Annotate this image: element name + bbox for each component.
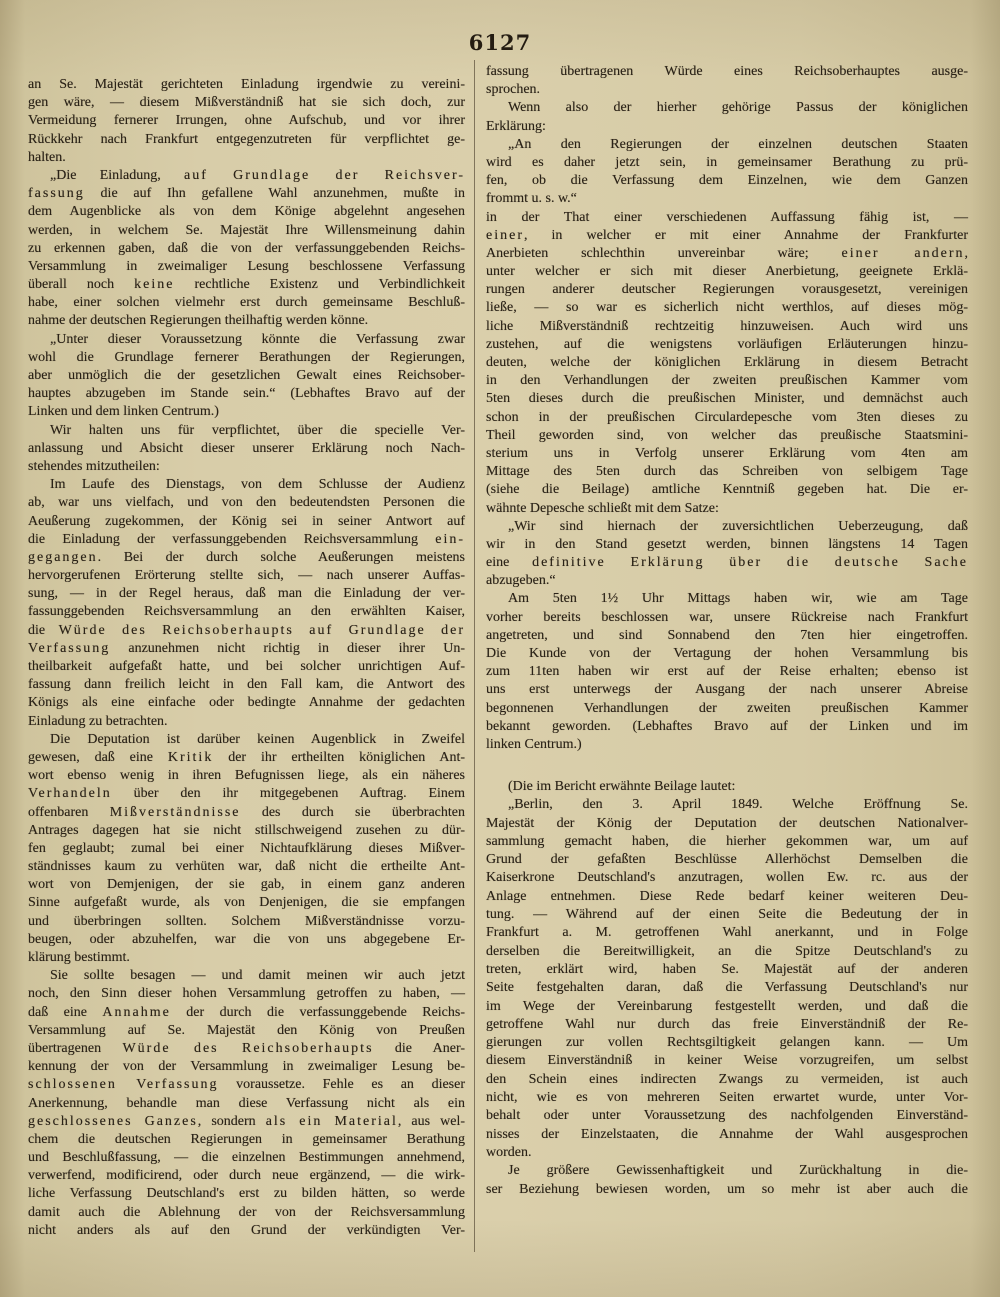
text-line: [28, 1058, 465, 1076]
text-run: nisses der Einzelstaaten, die Annahme der Wahl ausgesprochen: [486, 1126, 968, 1142]
text-run: Grund der gefaßten Beschlüsse Allerhöchst Demselben die: [486, 852, 968, 868]
text-line: [28, 276, 465, 294]
text-run: Kaiserkrone Deutschland's anzutragen, wollen Ew. rc. aus der: [486, 870, 968, 886]
text-line: [486, 63, 968, 81]
text-line: [28, 658, 465, 676]
text-line: [28, 76, 465, 94]
text-line: [28, 149, 465, 167]
text-line: [486, 136, 968, 154]
text-run: fen, ob die Verfassung dem Einzelnen, wie dem Ganzen: [486, 173, 968, 189]
text-line: [28, 713, 465, 731]
paragraph: [28, 76, 465, 167]
text-run: Mittage des 5ten durch das Schreiben von selbigem Tage: [486, 464, 968, 480]
text-run: zum 11ten haben wir erst auf der Reise erhalten; ebenso ist: [486, 664, 968, 680]
text-run: den Schein eines indirecten Zwangs zu vermeiden, ist auch: [486, 1071, 968, 1087]
text-run: angetreten, und sind Sonnabend den 7ten hier eingetroffen.: [486, 627, 968, 643]
paragraph: [486, 778, 968, 796]
spaced-emphasis: geschlossenes Ganzes: [28, 1113, 198, 1129]
text-run: „Wir sind hiernach der zuversichtlichen Ueberzeugung, daß: [508, 518, 968, 534]
text-run: beugen, oder abzuhelfen, war die von uns abgegebene Er-: [28, 931, 465, 947]
text-run: gewesen, daß eine: [28, 749, 168, 765]
text-line: [486, 536, 968, 554]
text-line: [28, 1185, 465, 1203]
text-line: [486, 869, 968, 887]
text-run: voraussetze. Fehle es an dieser: [218, 1077, 465, 1093]
text-run: und Beschlußfassung, — die einzelnen Bestimmungen annehmend,: [28, 1150, 465, 1166]
spaced-emphasis: Annahme: [102, 1004, 171, 1020]
right-column: [486, 63, 968, 754]
text-run: der ihr ertheilten königlichen Ant-: [213, 749, 465, 765]
text-line: [486, 409, 968, 427]
text-run: nicht anders als auf den Grund der verkündigten Ver-: [28, 1222, 465, 1238]
text-line: [486, 815, 968, 833]
text-run: Theil geworden sind, von welcher das preußische Staatsmini-: [486, 427, 968, 443]
text-run: fassung übertragenen Würde eines Reichsoberhauptes ausge-: [486, 64, 968, 79]
text-run: fen geglaubt; zumal bei einer Nichtaufklärung dieses Mißver-: [28, 840, 465, 856]
text-run: verwerfend, modificirend, oder durch neue ergänzend, — die wirk-: [28, 1168, 465, 1184]
text-run: zustehen, auf die wenigstens vorläufigen Erläuterungen hinzu-: [486, 336, 968, 352]
text-line: [486, 445, 968, 463]
text-line: [28, 949, 465, 967]
text-line: [28, 1095, 465, 1113]
text-line: [486, 998, 968, 1016]
text-run: theilbarkeit aufgefaßt hatte, und bei solcher unrichtigen Auf-: [28, 659, 465, 674]
text-run: getroffene Wahl nur durch das freie Einverständniß der Re-: [486, 1016, 968, 1032]
text-line: [486, 554, 968, 572]
text-line: [28, 349, 465, 367]
text-run: wähnte Depesche schließt mit dem Satze:: [486, 500, 719, 516]
paragraph: [486, 590, 968, 754]
text-line: [486, 209, 968, 227]
text-line: [28, 385, 465, 403]
text-line: [486, 1052, 968, 1070]
text-run: Je größere Gewissenhaftigkeit und Zurückhaltung in die-: [508, 1163, 968, 1179]
text-run: „Berlin, den 3. April 1849. Welche Eröffnung Se.: [508, 797, 968, 813]
text-line: [28, 367, 465, 385]
text-line: [28, 476, 465, 494]
text-line: [28, 931, 465, 949]
text-line: [28, 240, 465, 258]
text-line: [486, 590, 968, 608]
text-line: [486, 245, 968, 263]
text-line: [486, 924, 968, 942]
text-line: [28, 294, 465, 312]
text-run: abzugeben.“: [486, 573, 556, 589]
text-run: ab, war uns vielfach, und von den bedeutendsten Personen die: [28, 495, 465, 511]
text-line: [28, 876, 465, 894]
text-line: [486, 99, 968, 117]
text-line: [28, 458, 465, 476]
text-run: bekannt geworden. (Lebhaftes Bravo auf der Linken und im: [486, 718, 968, 734]
text-run: , in welcher er mit einer Annahme der Frankfurter: [523, 227, 968, 243]
text-line: [486, 299, 968, 317]
spaced-emphasis: schlossenen Verfassung: [28, 1077, 219, 1093]
spaced-emphasis: Mißverständnisse: [109, 804, 241, 820]
text-run: liche Mißverständniß rechtzeitig hinzuweisen. Auch wird uns: [486, 318, 968, 334]
column-divider: [474, 60, 475, 1252]
text-line: [486, 851, 968, 869]
text-run: Anerbieten schlechthin unvereinbar wäre;: [486, 245, 842, 261]
text-line: [28, 185, 465, 203]
text-run: (Die im Bericht erwähnte Beilage lautet:: [508, 779, 736, 794]
text-run: (siehe die Beilage) amtliche Kenntniß gegeben hat. Die er-: [486, 482, 968, 498]
spaced-emphasis: als ein Material: [265, 1113, 398, 1129]
text-run: rechtliche Existenz und Verbindlichkeit: [174, 277, 465, 293]
text-line: [28, 767, 465, 785]
text-line: [28, 422, 465, 440]
spaced-emphasis: Würde des Reichsoberhaupts: [122, 1040, 374, 1056]
text-line: [28, 894, 465, 912]
text-run: derselben die Bereitwilligkeit, an die Spitze Deutschland's zu: [486, 943, 968, 959]
text-run: frommt u. s. w.“: [486, 191, 577, 207]
text-line: [28, 1167, 465, 1185]
text-run: zu erkennen gaben, daß die von der verfassunggebenden Reichs-: [28, 240, 465, 256]
text-run: Seite festgehalten daran, daß die Verfassung Deutschland's nur: [486, 980, 968, 996]
text-run: an Se. Majestät gerichteten Einladung irgendwie zu vereini-: [28, 77, 465, 92]
spaced-emphasis: keine: [134, 277, 175, 293]
text-run: ließe, — so war es sicherlich nicht werthlos, auf dieses mög-: [486, 300, 968, 316]
text-run: gierungen zur vollen Rechtsgiltigkeit gelangen kann. — Um: [486, 1035, 968, 1051]
spaced-emphasis: definitive Erklärung über die deutsche Sache: [532, 555, 968, 571]
text-run: des durch sie überbrachten: [240, 804, 465, 820]
text-line: [486, 427, 968, 445]
text-line: [486, 778, 968, 796]
text-run: im Wege der Vereinbarung festgestellt werden, und daß die: [486, 998, 968, 1014]
text-line: [28, 494, 465, 512]
left-column: [28, 76, 465, 1240]
text-run: werden, in welchem Se. Majestät Ihre Willensmeinung dahin: [28, 222, 465, 238]
text-line: [486, 1126, 968, 1144]
text-run: schon in der preußischen Circulardepesche vom 3ten dieses zu: [486, 409, 968, 425]
text-run: noch, den Sinn dieser hohen Versammlung getroffen zu haben, —: [28, 986, 465, 1002]
text-run: Majestät der König der Deputation der deutschen Nationalver-: [486, 815, 968, 831]
text-run: vorher bereits beschlossen war, unsere Rückreise nach Frankfurt: [486, 609, 968, 625]
text-line: [486, 572, 968, 590]
text-line: [486, 318, 968, 336]
text-line: [28, 822, 465, 840]
text-run: hervorgerufenen Erörterung stellte sich, — nach unserer Auffas-: [28, 568, 465, 584]
text-line: [28, 840, 465, 858]
text-line: [486, 700, 968, 718]
page-number: 6127: [468, 30, 532, 55]
text-run: die Einladung der verfassunggebenden Reichsversammlung: [28, 531, 436, 547]
text-run: „Unter dieser Voraussetzung könnte die Verfassung zwar: [50, 331, 465, 347]
text-line: [486, 1144, 968, 1162]
text-line: [28, 131, 465, 149]
text-line: [28, 913, 465, 931]
text-run: , aus wel-: [397, 1113, 465, 1129]
text-line: [486, 943, 968, 961]
text-line: [486, 281, 968, 299]
text-line: [28, 858, 465, 876]
text-run: aber unmöglich die der gesetzlichen Gewalt eines Reichsober-: [28, 368, 465, 383]
text-run: ,: [964, 245, 968, 261]
spaced-emphasis: auf Grundlage der Reichsver-: [184, 167, 465, 183]
paragraph: [486, 99, 968, 135]
text-run: chem die deutschen Regierungen in gemeinsamer Berathung: [28, 1131, 465, 1147]
text-line: [28, 622, 465, 640]
text-line: [486, 663, 968, 681]
text-line: [28, 513, 465, 531]
text-line: [28, 985, 465, 1003]
text-line: [28, 531, 465, 549]
paragraph: [28, 731, 465, 967]
text-line: [28, 403, 465, 421]
text-line: [28, 167, 465, 185]
text-run: Erklärung:: [486, 118, 546, 134]
text-line: [486, 1181, 968, 1199]
text-run: Die Deputation ist darüber keinen Augenblick in Zweifel: [50, 731, 465, 747]
text-run: sung, — in der Regel heraus, daß man die Einladung der ver-: [28, 586, 465, 602]
text-line: [28, 1113, 465, 1131]
text-run: halten.: [28, 149, 66, 165]
text-line: [28, 1022, 465, 1040]
text-line: [486, 154, 968, 172]
text-line: [28, 1040, 465, 1058]
text-run: „An den Regierungen der einzelnen deutschen Staaten: [508, 136, 968, 152]
text-run: Anlage entnehmen. Diese Rede bedarf keiner weiteren Deu-: [486, 888, 968, 904]
text-line: [486, 1107, 968, 1125]
text-line: [28, 804, 465, 822]
text-run: Versammlung auf Se. Majestät den König von Preußen: [28, 1022, 465, 1038]
text-line: [486, 961, 968, 979]
text-run: 5ten dieses durch die preußischen Minister, und demnächst auch: [486, 391, 968, 407]
text-line: [28, 967, 465, 985]
paragraph: [486, 1162, 968, 1199]
text-line: [486, 463, 968, 481]
text-run: dem Augenblicke als von dem Könige abgelehnt angesehen: [28, 204, 465, 220]
text-run: Linken und dem linken Centrum.): [28, 404, 219, 420]
paragraph: [486, 136, 968, 209]
text-run: Aeußerung zugekommen, der König sei in seiner Antwort auf: [28, 513, 465, 529]
text-run: hauptes abzugeben im Stande sein.“ (Lebhaftes Bravo auf der: [28, 386, 465, 402]
text-run: Sinne aufgefaßt wurde, als von Denjenigen, die sie empfangen: [28, 895, 465, 911]
text-run: die auf Ihn gefallene Wahl anzunehmen, mußte in: [84, 186, 465, 202]
text-run: Am 5ten 1½ Uhr Mittags haben wir, wie am Tage: [508, 591, 968, 607]
text-run: gen wäre, — diesem Mißverständniß hat sie sich doch, zur: [28, 95, 465, 111]
text-line: [28, 1204, 465, 1222]
paragraph: [28, 422, 465, 477]
text-run: stehendes mitzutheilen:: [28, 458, 160, 474]
text-run: über den ihr mitgegebenen Auftrag. Einem: [111, 786, 465, 802]
text-run: Frankfurt a. M. getroffenen Wahl anerkannt, und in Folge: [486, 925, 968, 941]
text-run: Rückkehr nach Frankfurt entgegenzutreten für verpflichtet ge-: [28, 131, 465, 147]
text-run: Anerkennung, behandle man diese Verfassung nicht als ein: [28, 1095, 465, 1111]
text-run: daß eine: [28, 1004, 103, 1020]
text-line: [28, 1131, 465, 1149]
text-line: [486, 118, 968, 136]
text-run: übertragenen: [28, 1040, 123, 1056]
text-run: behalt oder unter Voraussetzung des nachfolgenden Einverständ-: [486, 1108, 968, 1124]
text-run: der durch die verfassunggebende Reichs-: [170, 1004, 465, 1020]
text-line: [486, 1162, 968, 1180]
text-line: [28, 676, 465, 694]
text-run: uns erst unterwegs der Ausgang der nach unserer Abreise: [486, 682, 968, 698]
text-run: begonnenen Verhandlungen der zweiten preußischen Kammer: [486, 700, 968, 716]
text-line: [28, 258, 465, 276]
text-run: linken Centrum.): [486, 736, 582, 752]
text-line: [486, 1034, 968, 1052]
text-run: anzunehmen nicht richtig in dieser ihrer Un-: [110, 640, 465, 656]
text-line: [28, 731, 465, 749]
text-line: [486, 190, 968, 208]
spaced-emphasis: Verfassung: [28, 640, 111, 656]
text-line: [28, 1004, 465, 1022]
text-run: klärung bestimmt.: [28, 950, 130, 965]
text-line: [486, 390, 968, 408]
paragraph: [486, 63, 968, 99]
text-run: fassung dann freilich leicht in den Fall kam, die Antwort des: [28, 677, 465, 693]
text-run: eine: [486, 555, 533, 571]
text-run: worden.: [486, 1144, 532, 1160]
text-line: [486, 263, 968, 281]
text-run: Sie sollte besagen — und damit meinen wir auch jetzt: [50, 968, 465, 984]
paragraph: [486, 796, 968, 1162]
text-line: [486, 1089, 968, 1107]
text-line: [486, 500, 968, 518]
text-line: [28, 94, 465, 112]
text-line: [486, 518, 968, 536]
text-line: [486, 227, 968, 245]
text-run: fassunggebenden Reichsversammlung an den erwählten Kaiser,: [28, 604, 465, 620]
text-line: [28, 603, 465, 621]
paragraph: [28, 476, 465, 731]
text-run: Königs als eine einfache oder bedingte Annahme der gedachten: [28, 695, 465, 711]
spaced-emphasis: einer andern: [841, 245, 965, 261]
paragraph: [486, 209, 968, 518]
text-run: unter welcher er sich mit dieser Anerbietung, geeignete Erklä-: [486, 264, 968, 280]
paragraph: [28, 967, 465, 1240]
text-run: liche Verfassung Deutschland's erst zu bilden hätten, so werde: [28, 1186, 465, 1202]
text-line: [486, 172, 968, 190]
text-line: [28, 440, 465, 458]
text-line: [28, 567, 465, 585]
text-run: ser Beziehung bewiesen worden, um so mehr ist aber auch die: [486, 1181, 968, 1197]
text-run: wort von Demjenigen, der sie gab, in einem ganz anderen: [28, 877, 465, 893]
text-run: sammlung gemacht haben, die hierher gekommen war, um auf: [486, 833, 968, 849]
text-run: ständnisses kaum zu verhüten war, daß nicht die ertheilte Ant-: [28, 859, 465, 875]
text-line: [28, 312, 465, 330]
spaced-emphasis: gegangen: [28, 549, 98, 565]
text-run: in den Verhandlungen der zweiten preußischen Kammer vom: [486, 373, 968, 389]
text-line: [28, 203, 465, 221]
text-line: [486, 336, 968, 354]
text-line: [28, 549, 465, 567]
text-run: sprochen.: [486, 82, 541, 98]
text-run: anlassung und Absicht dieser unserer Erklärung noch Nach-: [28, 440, 465, 456]
text-run: , sondern: [197, 1113, 266, 1129]
text-run: überall noch: [28, 277, 135, 293]
text-line: [486, 354, 968, 372]
text-run: wir in den Stand gesetzt werden, binnen längstens 14 Tagen: [486, 536, 968, 552]
text-line: [486, 979, 968, 997]
spaced-emphasis: Verhandeln: [28, 786, 112, 802]
spaced-emphasis: ein-: [435, 531, 465, 547]
paragraph: [486, 518, 968, 591]
text-run: treten, erklärt wird, haben Se. Majestät auf der anderen: [486, 961, 968, 977]
text-line: [486, 481, 968, 499]
text-run: rungen anderer deutscher Regierungen vorausgesetzt, vereinigen: [486, 282, 968, 298]
text-run: Antrages dagegen hat sie nicht stillschweigend zusehen zu dür-: [28, 822, 465, 838]
text-line: [28, 694, 465, 712]
text-line: [486, 718, 968, 736]
text-line: [28, 785, 465, 803]
text-run: die: [28, 622, 59, 638]
text-run: „Die Einladung,: [50, 167, 184, 183]
text-run: diesem Einverständniß in keiner Weise vorzugreifen, um selbst: [486, 1053, 968, 1069]
text-line: [28, 331, 465, 349]
text-run: wird es daher jetzt sein, in gemeinsamer Berathung zu prü-: [486, 154, 968, 170]
text-line: [28, 1149, 465, 1167]
text-line: [486, 681, 968, 699]
text-run: deuten, welche der königlichen Erklärung in diesem Betracht: [486, 355, 968, 370]
text-line: [486, 888, 968, 906]
appendix-section: [486, 778, 968, 1199]
text-run: wohl die Grundlage fernerer Berathungen der Regierungen,: [28, 349, 465, 365]
text-line: [28, 222, 465, 240]
text-line: [28, 585, 465, 603]
spaced-emphasis: Würde des Reichsoberhaupts auf Grundlage der: [58, 622, 466, 638]
spaced-emphasis: einer: [486, 227, 524, 243]
text-run: nicht, wie es von mehreren Seiten erwartet wurde, unter Vor-: [486, 1090, 968, 1106]
text-run: Vermeidung fernerer Irrungen, ohne Aufschub, und vor ihrer: [28, 113, 465, 129]
text-run: und überbringen sollten. Solchem Mißverständnisse vorzu-: [28, 913, 465, 929]
text-line: [28, 640, 465, 658]
spaced-emphasis: fassung: [28, 186, 85, 202]
text-line: [486, 372, 968, 390]
text-run: wort ebenso wenig in ihren Befugnissen liege, als ein näheres: [28, 768, 465, 784]
spaced-emphasis: Kritik: [167, 749, 214, 765]
text-line: [486, 796, 968, 814]
text-run: kennung der von der Versammlung in zweimaliger Lesung be-: [28, 1059, 465, 1075]
text-run: damit auch die Ablehnung der von der Reichsversammlung: [28, 1204, 465, 1220]
text-line: [486, 833, 968, 851]
paragraph: [28, 167, 465, 331]
text-line: [28, 749, 465, 767]
text-run: Wenn also der hierher gehörige Passus der königlichen: [508, 100, 968, 116]
text-line: [486, 736, 968, 754]
text-run: . Bei der durch solche Aeußerungen meistens: [97, 549, 465, 565]
text-line: [28, 1222, 465, 1240]
text-line: [486, 906, 968, 924]
text-run: Im Laufe des Dienstags, von dem Schlusse der Audienz: [50, 477, 465, 493]
text-line: [486, 81, 968, 99]
text-line: [28, 112, 465, 130]
text-run: nahme der deutschen Regierungen theilhaftig werden könne.: [28, 313, 369, 329]
text-run: Einladung zu betrachten.: [28, 713, 168, 729]
text-line: [486, 645, 968, 663]
text-line: [486, 1071, 968, 1089]
paragraph: [28, 331, 465, 422]
text-run: sterium uns in Verfolg unserer Erklärung vom 4ten am: [486, 445, 968, 461]
text-line: [28, 1076, 465, 1094]
text-run: habe, einer solchen vielmehr erst durch gemeinsame Beschluß-: [28, 295, 465, 311]
text-line: [486, 627, 968, 645]
text-line: [486, 1016, 968, 1034]
text-line: [486, 609, 968, 627]
text-run: Wir halten uns für verpflichtet, über die specielle Ver-: [50, 422, 465, 438]
text-run: die Aner-: [373, 1040, 465, 1056]
text-run: tung. — Während auf der einen Seite die Bedeutung der in: [486, 907, 968, 923]
text-run: offenbaren: [28, 804, 110, 820]
text-run: in der That einer verschiedenen Auffassung fähig ist, —: [486, 209, 968, 225]
text-run: Versammlung in zweimaliger Lesung beschlossene Verfassung: [28, 258, 465, 274]
text-run: Die Kunde von der Vertagung der hohen Versammlung bis: [486, 646, 968, 661]
